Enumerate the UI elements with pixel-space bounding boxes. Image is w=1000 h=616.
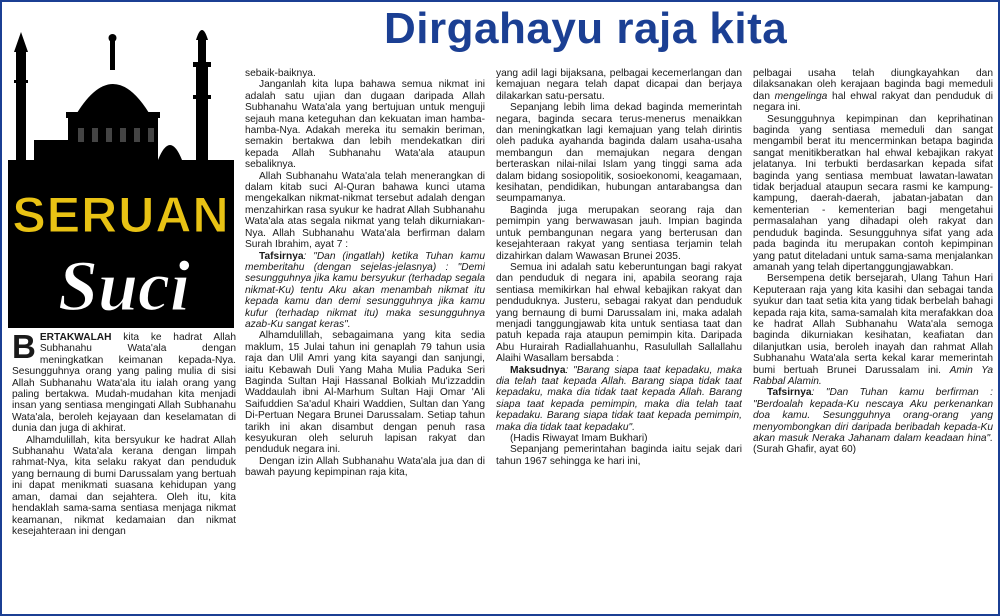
paragraph: Semua ini adalah satu keberuntungan bagi rakyat dan penduduk di negara ini, apabila seorang raja sentiasa memikirkan hal ehwal kebajikan rakyat dan penduduknya. Justeru, sebagai rakyat dan penduduk yang bernaung di bumi Darussalam ini, maka adalah menjadi tanggungjawab kita untuk sentiasa taat dan patuh kepada raja ataupun pemimpin kita. Daripada Abu Hurairah Radiallahuanhu, Rasulullah Sallallahu Alaihi Wasallam bersabda : [496,261,742,365]
citation: (Hadis Riwayat Imam Bukhari) [510,433,648,444]
quote-text: : "Dan Tuhan kamu berfirman : "Berdoalah kepada-Ku nescaya Aku perkenankan doa kamu. Sesungguhnya orang-orang yang menyombongkan diri daripada beribadah kepada-Ku akan masuk Neraka Jahanam dalam keadaan hina". [753,387,993,444]
mosque-silhouette-icon [8,10,234,328]
paragraph-text: hal ehwal rakyat dan penduduk di negara ini. [753,90,993,114]
quote-label: Maksudnya [510,364,566,376]
paragraph: Sepanjang pemerintahan baginda iaitu sejak dari tahun 1967 sehingga ke hari ini, [496,444,742,467]
logo-word-suci: Suci [57,246,191,326]
quote-block [753,387,993,455]
article-column-4 [753,68,993,614]
quote-label: Tafsirnya [259,250,304,262]
seruan-suci-logo [8,10,234,328]
paragraph [753,68,993,114]
paragraph: Alhamdulillah, kita bersyukur ke hadrat Allah Subhanahu Wata'ala kerana dengan limpah rahmat-Nya, kita selaku rakyat dan penduduk yang bernaung di bumi Darussalam yang bertuah ini dapat menikmati suasana kehidupan yang aman, damai dan sejahtera. Oleh itu, kita hendaklah sama-sama sentiasa menjaga nikmat keamanan, nikmat kedamaian dan nikmat kesejahteraan ini dengan [12,434,236,537]
article-column-1 [12,332,236,614]
paragraph-text: pelbagai usaha telah diungkayahkan dan dilaksanakan oleh kerajaan baginda bagi memeduli dan [753,68,993,102]
lead-word: ERTAKWALAH [39,332,112,343]
paragraph: Sesungguhnya kepimpinan dan keprihatinan baginda yang sentiasa memeduli dan sangat mengambil berat itu mencerminkan betapa baginda sangat menitikberatkan hal ehwal kebajikan rakyat jelatanya. Ini terbukti berdasarkan kepada sifat baginda yang sentiasa membuat lawatan-lawatan tidak berjadual ataupun secara rasmi ke kampung-kampung, daerah-daerah, jabatan-jabatan dan kementerian - kementerian bagi mengetahui permasalahan yang dihadapi oleh rakyat dan penduduk baginda. Sesungguhnya sifat yang ada pada baginda itu merupakan contoh kepimpinan yang patut diteladani untuk sama-sama menjalankan amanah yang telah dipertanggungjawabkan. [753,113,993,273]
paragraph [753,273,993,387]
logo-word-seruan: SERUAN [12,187,230,243]
quote-text: : "Barang siapa taat kepadaku, maka dia telah taat kepada Allah. Barang siapa tidak taat kepadaku, maka dia tidak taat kepada Allah. Barang siapa taat kepada pemimpin, maka dia telah taat kepadaku. Barang siapa tidak taat kepada pemimpin, maka dia tidak taat kepadaku". [496,364,742,433]
paragraph: Baginda juga merupakan seorang raja dan pemimpin yang berwawasan jauh. Impian baginda untuk pembangunan negara yang berterusan dan kesejahteraan rakyat yang sentiasa terjamin telah dizahirkan dalam Wawasan Brunei 2035. [496,204,742,262]
article-title: Dirgahayu raja kita [384,4,788,53]
paragraph: sebaik-baiknya. [245,68,316,79]
paragraph: Alhamdulillah, sebagaimana yang kita sedia maklum, 15 Julai tahun ini genaplah 79 tahun usia raja dan Ulil Amri yang kita sayangi dan sanjungi, iaitu Kebawah Duli Yang Maha Mulia Paduka Seri Baginda Sultan Haji Hassanal Bolkiah Mu'izzaddin Waddaulah ibni Al-Marhum Sultan Haji Omar 'Ali Saifuddien Sa'adul Khairi Waddien, Sultan dan Yang Di-Pertuan Negara Brunei Darussalam. Setiap tahun tarikh ini akan disambut dengan penuh rasa kesyukuran oleh seluruh lapisan rakyat dan penduduk negara ini. [245,330,485,456]
paragraph-text: kita ke hadrat Allah Subhanahu Wata'ala dengan meningkatkan keimanan kepada-Nya. Sesungguhnya orang yang paling mulia di sisi Allah Subhanahu Wata'ala itu ialah orang yang paling bertakwa. Mudah-mudahan kita menjadi insan yang sentiasa mengingati Allah Subhanahu Wata'ala, beroleh kejayaan dan keselamatan di dunia dan juga di akhirat. [12,332,236,435]
paragraph-text: Bersempena detik bersejarah, Ulang Tahun Hari Keputeraan raja yang kita kasihi dan sebagai tanda syukur dan taat setia kita yang tidak berbelah bahagi kepada raja kita, sama-samalah kita merafakkan doa ke hadrat Allah Subhanahu Wata'ala semoga baginda dikurniakan kesihatan, keafiatan dan dilanjutkan usia, beroleh inayah dan rahmat Allah Subhanahu Wata'ala serta kekal karar memerintah bumi bertuah Brunei Darussalam ini. [753,273,993,376]
italic-text: Amin Ya Rabbal Alamin. [753,364,993,387]
quote-label: Tafsirnya [767,387,812,399]
italic-word: mengelinga [774,90,828,102]
quote-text: : "Dan (ingatlah) ketika Tuhan kamu memberitahu (dengan sejelas-jelasnya) : "Demi sesungguhnya jika kamu bersyukur (terhadap segala nikmat-Ku) tentu Aku akan menambah nikmat itu kepada kamu dan demi sesungguhnya jika kamu kufur (terhadap nikmat itu) maka sesungguhnya azab-Ku sangat keras". [245,250,485,330]
paragraph: Dengan izin Allah Subhanahu Wata'ala jua dan di bawah payung kepimpinan raja kita, [245,455,485,479]
paragraph [12,332,236,435]
quote-block [245,251,485,331]
article-column-3 [496,68,742,614]
citation: (Surah Ghafir, ayat 60) [753,444,857,456]
paragraph: Janganlah kita lupa bahawa semua nikmat ini adalah satu ujian dan dugaan daripada Allah Subhanahu Wata'ala yang bertujuan untuk menguji sejauh mana keteguhan dan kekuatan iman hamba-hamba-Nya. Adakah mereka itu semakin beriman, semakin bertakwa dan lebih mendekatkan diri kepada Allah Subhanahu Wata'ala ataupun sebaliknya. [245,79,485,171]
drop-cap: B [12,332,36,365]
paragraph: Sepanjang lebih lima dekad baginda memerintah negara, baginda secara terus-menerus menaikkan dan meningkatkan lagi kemajuan yang telah dirintis oleh paduka ayahanda baginda dalam usaha-usaha membangun dan memajukan negara dengan berteraskan nilai-nilai Islam yang tinggi sama ada dalam bidang sosiopolitik, sosioekonomi, keagamaan, kesihatan, pendidikan, hubungan antarabangsa dan seumpamanya. [496,102,742,205]
paragraph: yang adil lagi bijaksana, pelbagai kecemerlangan dan kemajuan negara telah dapat dicapai dan berjaya dilakarkan satu-persatu. [496,68,742,102]
paragraph: Allah Subhanahu Wata'ala telah menerangkan di dalam kitab suci Al-Quran bahawa kunci utama mengekalkan nikmat-nikmat tersebut adalah dengan menzahirkan rasa syukur ke hadrat Allah Subhanahu Wata'ala atas segala nikmat yang telah dikurniakan-Nya. Allah Subhanahu Wata'ala berfirman dalam Surah Ibrahim, ayat 7 : [245,170,485,251]
article-column-2 [245,68,485,614]
quote-block [496,365,742,433]
